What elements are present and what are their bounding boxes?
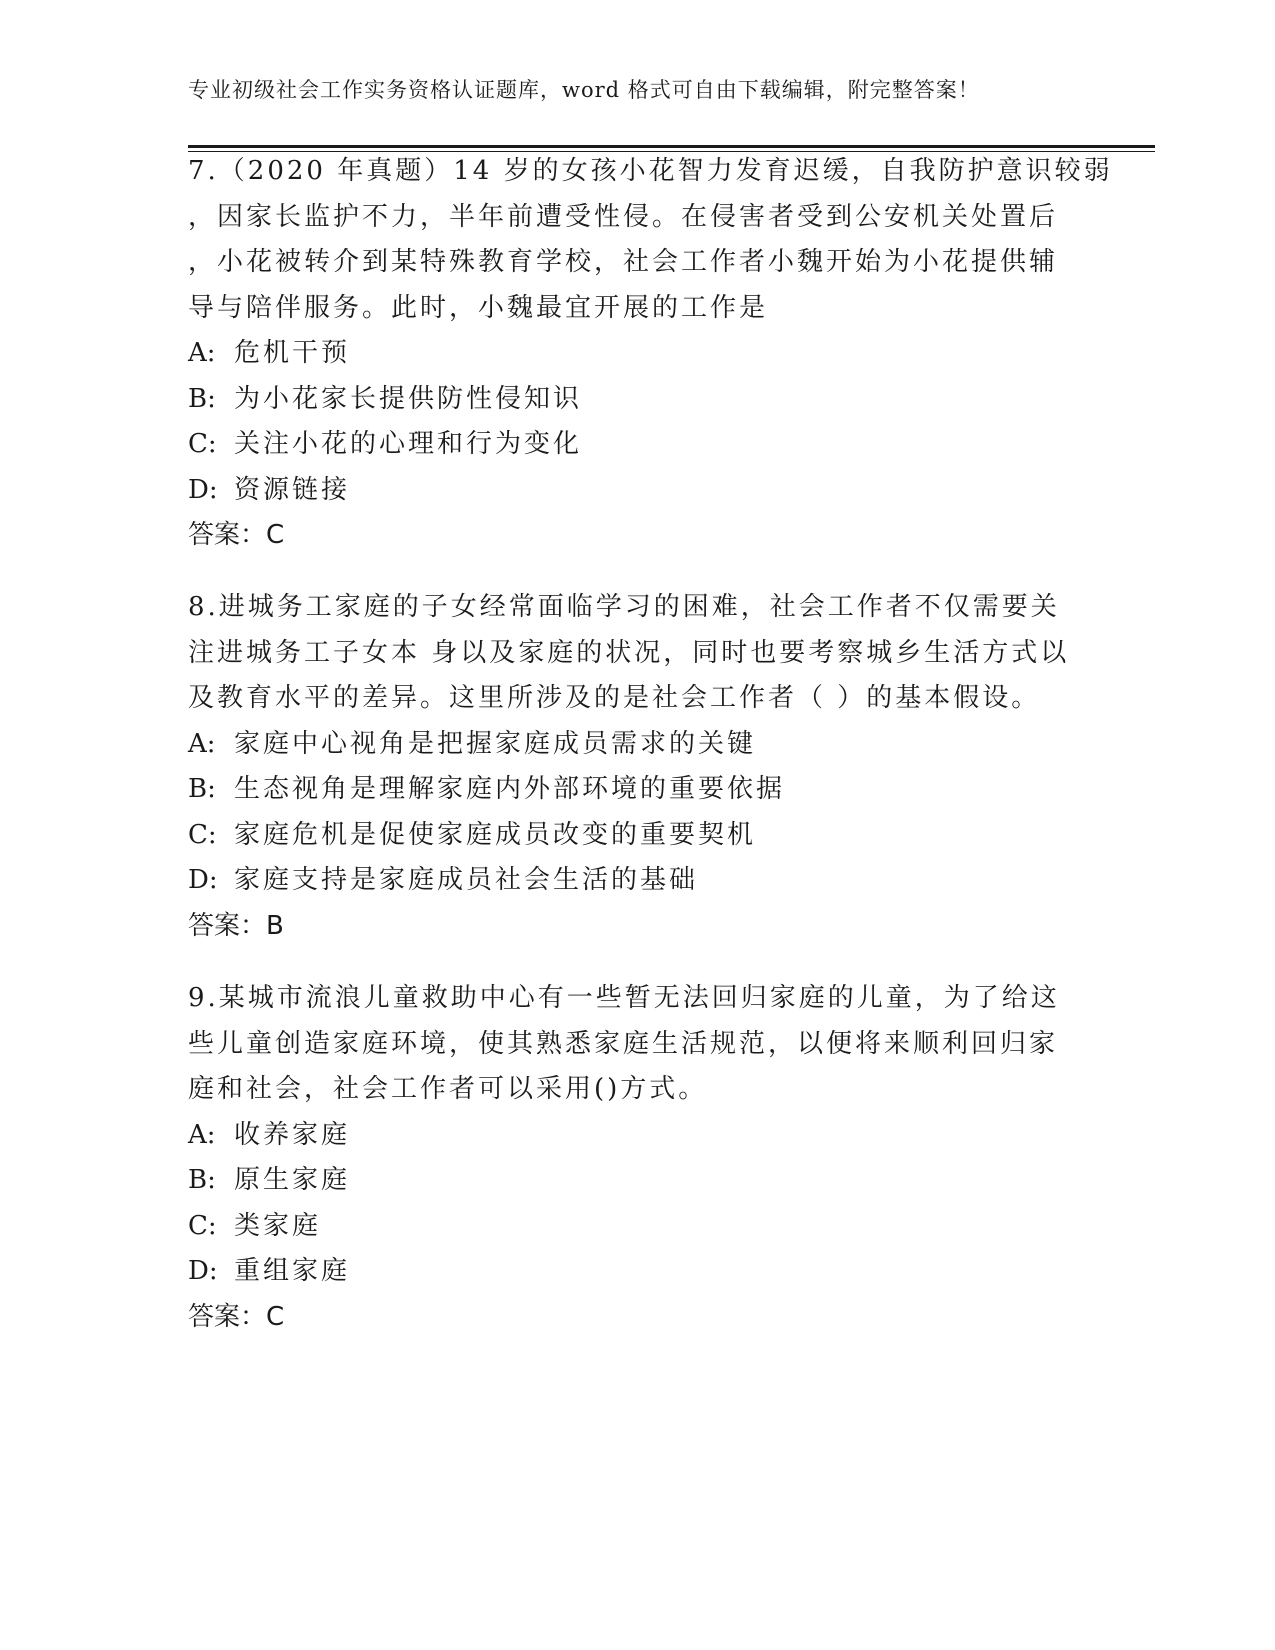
option-c: [188, 422, 1088, 468]
question-stem-line: 导与陪伴服务。此时，小魏最宜开展的工作是: [188, 292, 769, 323]
question-stem-line: ，小花被转介到某特殊教育学校，社会工作者小魏开始为小花提供辅: [188, 247, 1059, 277]
option-c: [188, 1204, 1088, 1250]
option-text: 家庭中心视角是把握家庭成员需求的关键: [234, 728, 757, 759]
option-b: [188, 1158, 1088, 1204]
option-b: [188, 377, 1088, 423]
question-stem-line: 及教育水平的差异。这里所涉及的是社会工作者（ ）的基本假设。: [188, 683, 1041, 713]
option-text: 类家庭: [234, 1210, 322, 1241]
option-text: 原生家庭: [234, 1165, 351, 1195]
option-letter: C:: [188, 429, 217, 459]
option-text: 危机干预: [234, 338, 351, 368]
option-c: [188, 813, 1088, 859]
option-text: 家庭支持是家庭成员社会生活的基础: [234, 865, 699, 895]
answer-line: 答案：C: [188, 1301, 285, 1332]
option-text: 家庭危机是促使家庭成员改变的重要契机: [234, 819, 757, 850]
option-d: [188, 468, 1088, 514]
option-a: [188, 331, 1088, 377]
option-b: [188, 767, 1088, 813]
option-letter: B:: [188, 383, 216, 414]
question-stem-line: 庭和社会，社会工作者可以采用()方式。: [188, 1074, 708, 1104]
option-text: 收养家庭: [234, 1119, 351, 1150]
question-stem-line: 注进城务工子女本 身以及家庭的状况，同时也要考察城乡生活方式以: [188, 637, 1070, 668]
answer-line: 答案：C: [188, 520, 285, 550]
option-a: [188, 1113, 1088, 1159]
option-text: 资源链接: [234, 474, 351, 505]
option-letter: A:: [188, 338, 216, 368]
header-rule-thick: [188, 145, 1155, 148]
option-d: [188, 858, 1088, 904]
option-letter: C:: [188, 1210, 217, 1241]
option-letter: D:: [188, 865, 218, 895]
option-text: 重组家庭: [234, 1256, 351, 1286]
question-8: [188, 585, 1088, 949]
question-stem-line: 9.某城市流浪儿童救助中心有一些暂无法回归家庭的儿童，为了给这: [188, 983, 1060, 1013]
answer-line: 答案：B: [188, 910, 284, 941]
page-header: 专业初级社会工作实务资格认证题库，word 格式可自由下载编辑，附完整答案！: [188, 78, 980, 102]
option-letter: D:: [188, 1256, 218, 1286]
question-9: [188, 976, 1088, 1340]
question-stem-line: 7.（2020 年真题）14 岁的女孩小花智力发育迟缓，自我防护意识较弱: [188, 156, 1113, 186]
option-letter: C:: [188, 819, 217, 850]
question-stem-line: 些儿童创造家庭环境，使其熟悉家庭生活规范，以便将来顺利回归家: [188, 1028, 1059, 1059]
option-letter: B:: [188, 1165, 216, 1195]
question-stem-line: ，因家长监护不力，半年前遭受性侵。在侵害者受到公安机关处置后: [188, 201, 1059, 232]
option-text: 关注小花的心理和行为变化: [234, 429, 583, 459]
option-text: 生态视角是理解家庭内外部环境的重要依据: [234, 774, 786, 804]
option-a: [188, 722, 1088, 768]
option-letter: D:: [188, 474, 218, 505]
question-stem-line: 8.进城务工家庭的子女经常面临学习的困难，社会工作者不仅需要关: [188, 592, 1060, 622]
question-7: [188, 149, 1113, 559]
option-text: 为小花家长提供防性侵知识: [234, 383, 583, 414]
option-letter: A:: [188, 1119, 216, 1150]
option-d: [188, 1249, 1088, 1295]
option-letter: B:: [188, 774, 216, 804]
option-letter: A:: [188, 728, 216, 759]
